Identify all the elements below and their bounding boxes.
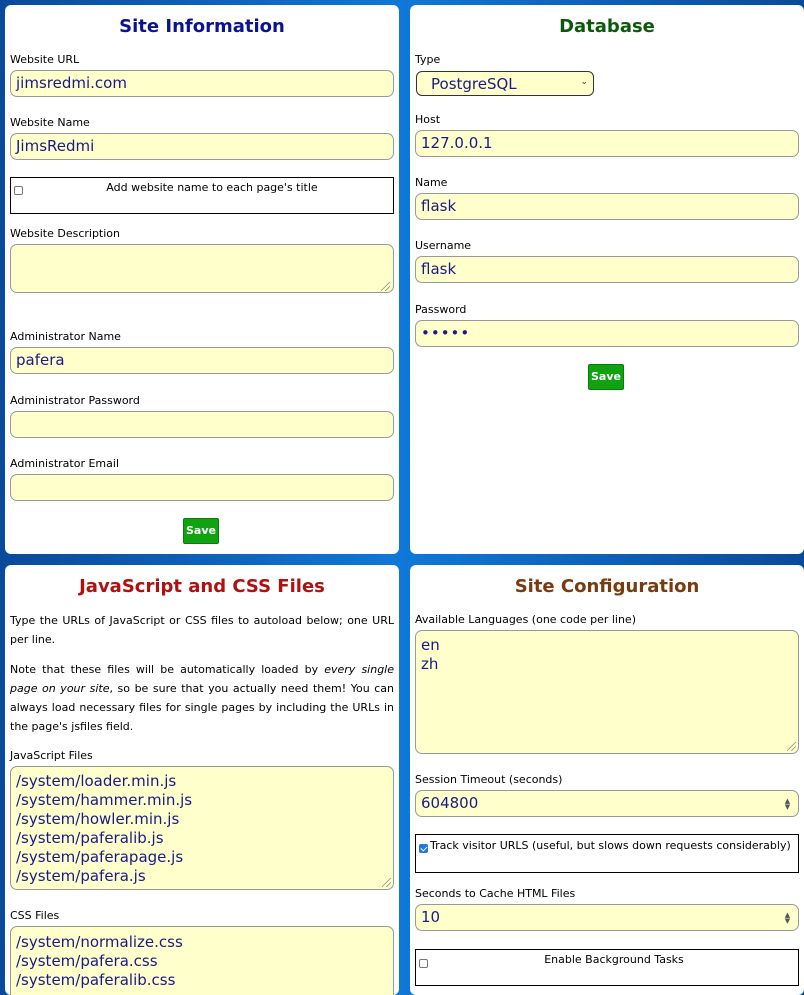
session-timeout-label: Session Timeout (seconds)	[415, 773, 563, 786]
languages-textarea[interactable]	[415, 630, 799, 754]
database-title: Database	[559, 16, 655, 37]
track-visitor-urls-label: Track visitor URLS (useful, but slows down requests considerably)	[430, 839, 791, 852]
database-name-input[interactable]: flask	[415, 193, 799, 220]
site-configuration-panel	[410, 565, 804, 995]
css-file-line: /system/pafera.css	[16, 952, 158, 970]
session-timeout-value: 604800	[421, 794, 479, 812]
site-configuration-title: Site Configuration	[514, 576, 700, 597]
background-tasks-option[interactable]	[415, 949, 799, 986]
js-files-textarea[interactable]	[10, 766, 394, 890]
website-description-label: Website Description	[10, 227, 120, 240]
database-name-label: Name	[415, 176, 448, 189]
website-url-input[interactable]: jimsredmi.com	[10, 70, 394, 97]
js-file-line: /system/paferalib.js	[16, 829, 164, 847]
database-save-button[interactable]: Save	[588, 364, 624, 390]
js-css-note-pre: Note that these files will be automatically loaded by	[10, 663, 325, 676]
cache-seconds-label: Seconds to Cache HTML Files	[415, 887, 576, 900]
database-host-label: Host	[415, 113, 441, 126]
language-line: zh	[421, 655, 439, 673]
js-file-line: /system/loader.min.js	[16, 772, 177, 790]
database-type-label: Type	[415, 53, 441, 66]
cache-seconds-input[interactable]	[415, 904, 799, 931]
languages-label: Available Languages (one code per line)	[415, 613, 636, 626]
js-files-label: JavaScript Files	[10, 749, 93, 762]
session-timeout-input[interactable]	[415, 790, 799, 817]
js-css-intro-text: Type the URLs of JavaScript or CSS files to autoload below; one URL per line.	[10, 614, 394, 646]
resize-grip-icon[interactable]	[382, 878, 391, 887]
track-visitor-urls-checkbox[interactable]	[419, 844, 428, 853]
background-tasks-label: Enable Background Tasks	[544, 953, 684, 966]
css-files-label: CSS Files	[10, 909, 60, 922]
css-files-textarea[interactable]	[10, 926, 394, 995]
admin-name-label: Administrator Name	[10, 330, 121, 343]
admin-name-input[interactable]: pafera	[10, 347, 394, 374]
cache-seconds-value: 10	[421, 908, 441, 926]
add-name-to-title-checkbox[interactable]	[14, 186, 23, 195]
background-tasks-checkbox[interactable]	[419, 959, 428, 968]
js-file-line: /system/paferapage.js	[16, 848, 184, 866]
number-spinner-icon[interactable]: ▲ ▼	[784, 911, 791, 925]
database-type-value: PostgreSQL	[431, 75, 517, 93]
website-url-label: Website URL	[10, 53, 80, 66]
site-information-panel	[5, 5, 399, 554]
site-info-save-button[interactable]: Save	[183, 518, 219, 544]
admin-password-label: Administrator Password	[10, 394, 140, 407]
js-css-note-post: , so be sure that you actually need them! You can always load necessary files for single pages by including the URLs in the page's jsfiles field.	[10, 682, 394, 733]
chevron-down-icon: ⌄	[580, 77, 588, 87]
site-information-title: Site Information	[119, 16, 285, 37]
database-panel	[410, 5, 804, 554]
database-password-input[interactable]: •••••	[415, 320, 799, 347]
admin-email-label: Administrator Email	[10, 457, 120, 470]
js-css-note-text	[10, 660, 394, 736]
database-host-input[interactable]: 127.0.0.1	[415, 130, 799, 157]
css-file-line: /system/normalize.css	[16, 933, 183, 951]
js-file-line: /system/hammer.min.js	[16, 791, 193, 809]
js-file-line: /system/pafera.js	[16, 867, 146, 885]
js-css-files-panel	[5, 565, 399, 995]
website-description-textarea[interactable]	[10, 244, 394, 293]
add-name-to-title-option[interactable]	[10, 177, 394, 214]
number-spinner-icon[interactable]: ▲ ▼	[784, 797, 791, 811]
database-password-label: Password	[415, 303, 467, 316]
resize-grip-icon[interactable]	[381, 282, 390, 291]
admin-email-input[interactable]	[10, 474, 394, 501]
admin-password-input[interactable]	[10, 411, 394, 438]
website-name-label: Website Name	[10, 116, 90, 129]
track-visitor-urls-option[interactable]	[415, 834, 799, 873]
js-file-line: /system/howler.min.js	[16, 810, 180, 828]
add-name-to-title-label: Add website name to each page's title	[106, 181, 318, 194]
js-css-note-emphasis: every single page on your site	[10, 663, 395, 695]
database-type-select[interactable]	[416, 71, 594, 96]
website-name-input[interactable]: JimsRedmi	[10, 133, 394, 160]
database-username-label: Username	[415, 239, 472, 252]
resize-grip-icon[interactable]	[787, 742, 796, 751]
js-css-files-title: JavaScript and CSS Files	[79, 576, 325, 597]
database-username-input[interactable]: flask	[415, 256, 799, 283]
language-line: en	[421, 636, 440, 654]
css-file-line: /system/paferalib.css	[16, 971, 176, 989]
